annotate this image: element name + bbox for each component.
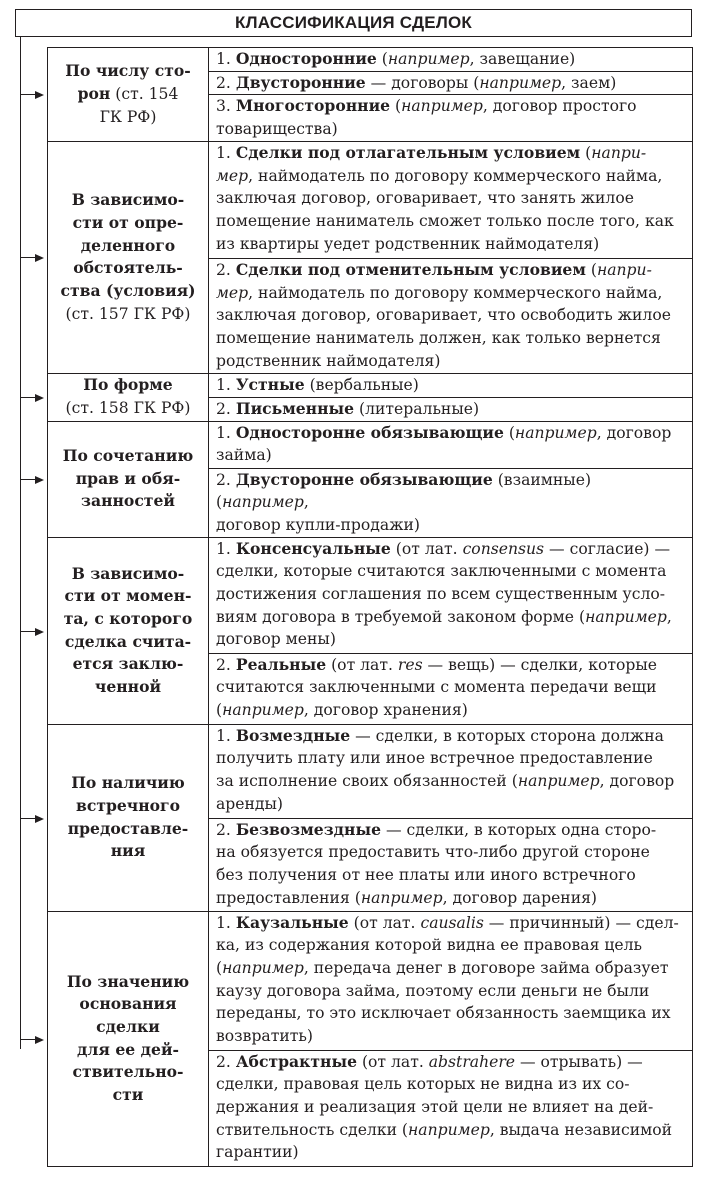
item-cell: 1. Односторонние (например, завещание) — [209, 48, 693, 72]
arrow-right-icon — [35, 254, 44, 262]
category-cell: По форме (ст. 158 ГК РФ) — [48, 373, 209, 421]
item-cell: 2. Безвозмездные — сделки, в которых одна сторо- на обязуется предоставить что-либо другой стороне без получения от нее платы или иного встречного предоставления (например, договор дарения) — [209, 818, 693, 911]
group-by-form — [48, 373, 693, 397]
diagram-title: КЛАССИФИКАЦИЯ СДЕЛОК — [15, 9, 692, 37]
connector-branch — [20, 1039, 36, 1040]
item-cell: 1. Консенсуальные (от лат. consensus — согласие) — сделки, которые считаются заключенными с момента достижения соглашения по всем существенным усло- виям договора в требуемой законом форме (например, договор мены) — [209, 537, 693, 653]
item-cell: 1. Односторонне обязывающие (например, договор займа) — [209, 421, 693, 468]
arrow-right-icon — [35, 628, 44, 636]
connector-branch — [20, 94, 36, 95]
category-cell: По наличию встречного предоставле- ния — [48, 724, 209, 911]
group-by-moment — [48, 537, 693, 653]
classification-table — [47, 47, 693, 1167]
connector-branch — [20, 257, 36, 258]
group-by-parties — [48, 48, 693, 72]
item-cell: 2. Письменные (литеральные) — [209, 397, 693, 421]
group-by-obligations — [48, 421, 693, 468]
item-cell: 2. Сделки под отменительным условием (напри- мер, наймодатель по договору коммерческого найма, заключая договор, оговаривает, что освободить жилое помещение наниматель должен, как только вернется родственник наймодателя) — [209, 258, 693, 373]
item-cell: 1. Устные (вербальные) — [209, 373, 693, 397]
connector-branch — [20, 397, 36, 398]
item-cell: 2. Абстрактные (от лат. abstrahere — отрывать) — сделки, правовая цель которых не видна из их со- держания и реализация этой цели не влияет на дей- ствительность сделки (например, выдача независимой гарантии) — [209, 1050, 693, 1166]
category-cell: В зависимо- сти от опре- деленного обстоятель- ства (условия) (ст. 157 ГК РФ) — [48, 141, 209, 373]
item-cell: 2. Двусторонние — договоры (например, заем) — [209, 71, 693, 95]
connector-spine — [20, 37, 21, 1049]
group-by-consideration — [48, 724, 693, 818]
group-by-causa — [48, 911, 693, 1050]
connector-branch — [20, 818, 36, 819]
arrow-right-icon — [35, 394, 44, 402]
category-cell: По сочетанию прав и обя- занностей — [48, 421, 209, 537]
item-cell: 1. Возмездные — сделки, в которых сторона должна получить плату или иное встречное предоставление за исполнение своих обязанностей (например, договор аренды) — [209, 724, 693, 818]
item-cell: 2. Реальные (от лат. res — вещь) — сделки, которые считаются заключенными с момента передачи вещи (например, договор хранения) — [209, 653, 693, 724]
category-cell: По значению основания сделки для ее дей- ствительно- сти — [48, 911, 209, 1166]
category-cell: В зависимо- сти от момен- та, с которого сделка счита- ется заклю- ченной — [48, 537, 209, 724]
arrow-right-icon — [35, 815, 44, 823]
arrow-right-icon — [35, 91, 44, 99]
item-cell: 1. Каузальные (от лат. causalis — причинный) — сдел- ка, из содержания которой видна ее правовая цель (например, передача денег в договоре займа образует каузу договора займа, поэтому если деньги не были переданы, то это исключает обязанность заемщика их возвратить) — [209, 911, 693, 1050]
category-cell: По числу сто- рон (ст. 154 ГК РФ) — [48, 48, 209, 142]
group-by-condition — [48, 141, 693, 258]
item-cell: 3. Многосторонние (например, договор простого товарищества) — [209, 95, 693, 141]
connector-branch — [20, 631, 36, 632]
item-cell: 2. Двусторонне обязывающие (взаимные) (например, договор купли-продажи) — [209, 468, 693, 537]
arrow-right-icon — [35, 476, 44, 484]
connector-branch — [20, 479, 36, 480]
item-cell: 1. Сделки под отлагательным условием (напри- мер, наймодатель по договору коммерческого найма, заключая договор, оговаривает, что занять жилое помещение наниматель сможет только после того, как из квартиры уедет родственник наймодателя) — [209, 141, 693, 258]
arrow-right-icon — [35, 1036, 44, 1044]
